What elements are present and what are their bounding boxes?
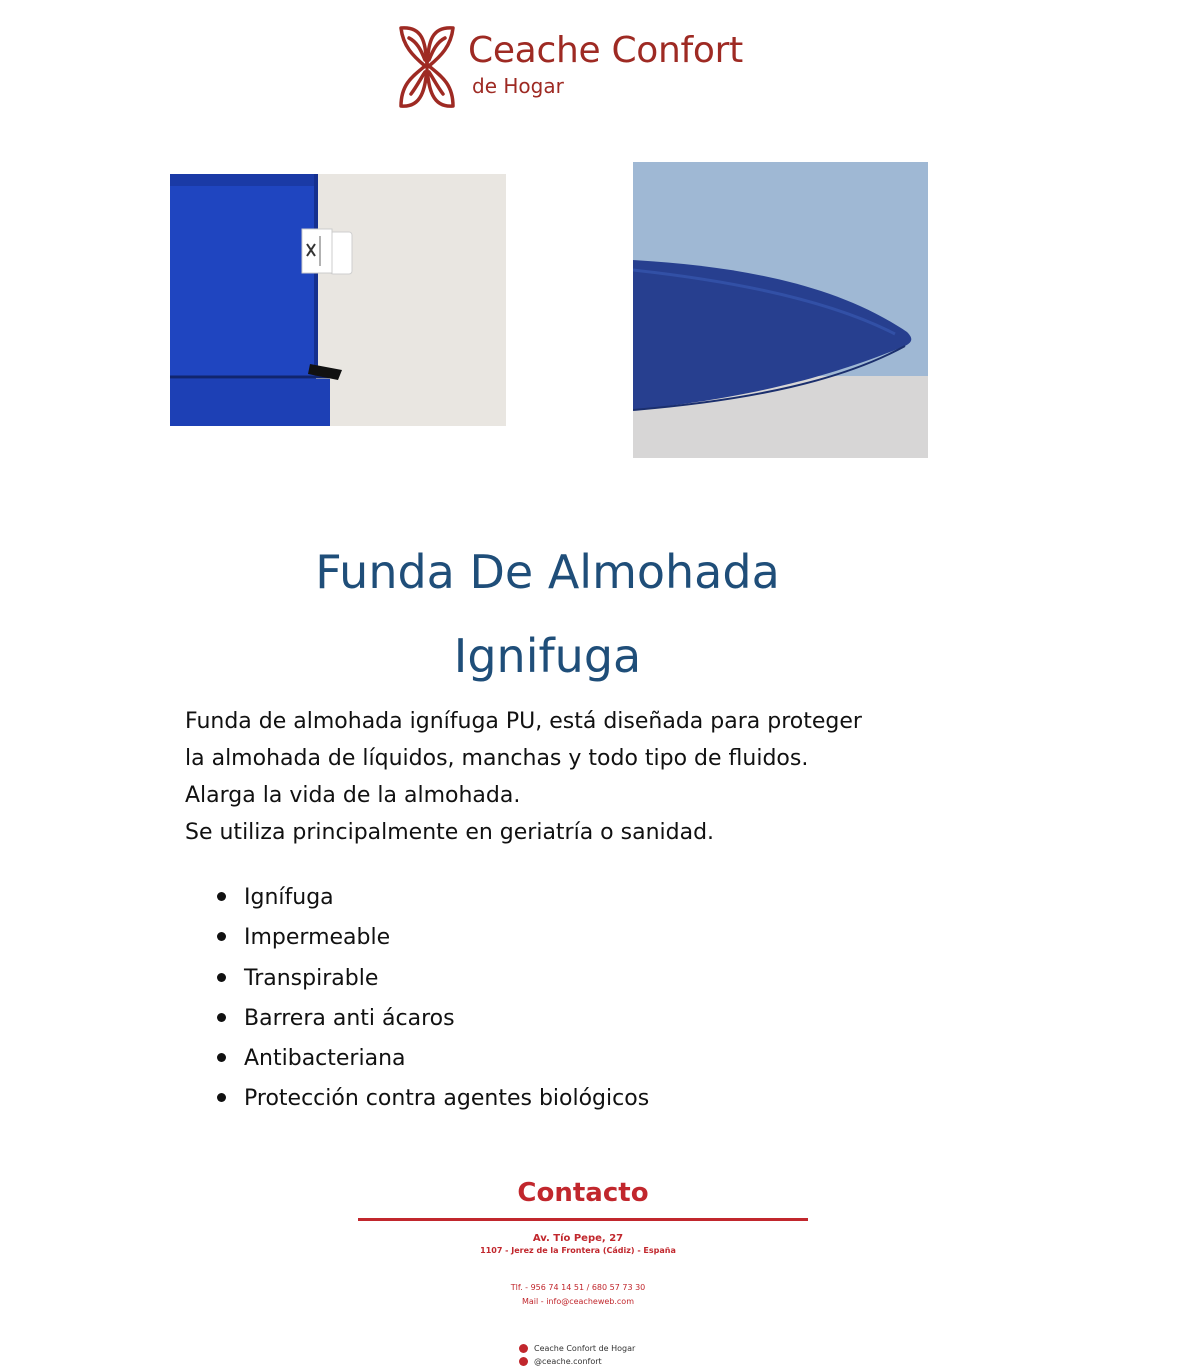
feature-label: Barrera anti ácaros bbox=[244, 1005, 455, 1031]
contact-divider bbox=[358, 1218, 808, 1221]
facebook-icon bbox=[519, 1344, 528, 1353]
description-line: Se utiliza principalmente en geriatría o sanidad. bbox=[185, 820, 715, 845]
brand-subtitle: de Hogar bbox=[472, 74, 564, 98]
brand-name: Ceache Confort bbox=[468, 30, 743, 71]
brand-header bbox=[395, 24, 795, 114]
bullet-icon bbox=[217, 892, 226, 901]
feature-item bbox=[215, 999, 649, 1039]
butterfly-logo-icon bbox=[395, 24, 459, 110]
title-line-1: Funda De Almohada bbox=[315, 545, 780, 599]
feature-list bbox=[215, 878, 649, 1120]
feature-label: Impermeable bbox=[244, 925, 391, 951]
feature-label: Protección contra agentes biológicos bbox=[244, 1086, 650, 1112]
instagram-label: @ceache.confort bbox=[534, 1357, 602, 1366]
contact-phone: Tlf. - 956 74 14 51 / 680 57 73 30 bbox=[510, 1283, 646, 1292]
feature-label: Ignífuga bbox=[244, 885, 334, 910]
title-line-2: Ignifuga bbox=[453, 629, 642, 683]
feature-item bbox=[215, 918, 649, 958]
instagram-icon bbox=[519, 1357, 528, 1366]
product-photo-pillow bbox=[633, 162, 928, 458]
contact-city: 1107 - Jerez de la Frontera (Cádiz) - España bbox=[480, 1246, 676, 1255]
page-title bbox=[200, 530, 895, 698]
facebook-link[interactable] bbox=[519, 1344, 635, 1353]
feature-item bbox=[215, 1039, 649, 1079]
feature-item bbox=[215, 959, 649, 999]
bullet-icon bbox=[217, 1093, 226, 1102]
facebook-label: Ceache Confort de Hogar bbox=[534, 1344, 636, 1353]
bullet-icon bbox=[217, 973, 226, 982]
description-line: Funda de almohada ignífuga PU, está diseñada para proteger bbox=[185, 709, 862, 734]
contact-heading: Contacto bbox=[517, 1178, 649, 1208]
pillow-illustration bbox=[633, 162, 928, 458]
bullet-icon bbox=[217, 1013, 226, 1022]
instagram-link[interactable] bbox=[519, 1357, 602, 1366]
feature-item bbox=[215, 1079, 649, 1119]
bullet-icon bbox=[217, 932, 226, 941]
product-description bbox=[185, 703, 965, 851]
contact-address: Av. Tío Pepe, 27 bbox=[532, 1233, 624, 1244]
description-line: la almohada de líquidos, manchas y todo tipo de fluidos. bbox=[185, 746, 809, 771]
bullet-icon bbox=[217, 1053, 226, 1062]
feature-label: Antibacteriana bbox=[244, 1046, 406, 1072]
product-photo-zipper-cover bbox=[170, 174, 506, 426]
feature-label: Transpirable bbox=[244, 965, 379, 991]
zipper-cover-illustration bbox=[170, 174, 506, 426]
feature-item bbox=[215, 878, 649, 918]
contact-email[interactable]: Mail - info@ceacheweb.com bbox=[521, 1297, 634, 1306]
description-line: Alarga la vida de la almohada. bbox=[185, 783, 521, 808]
